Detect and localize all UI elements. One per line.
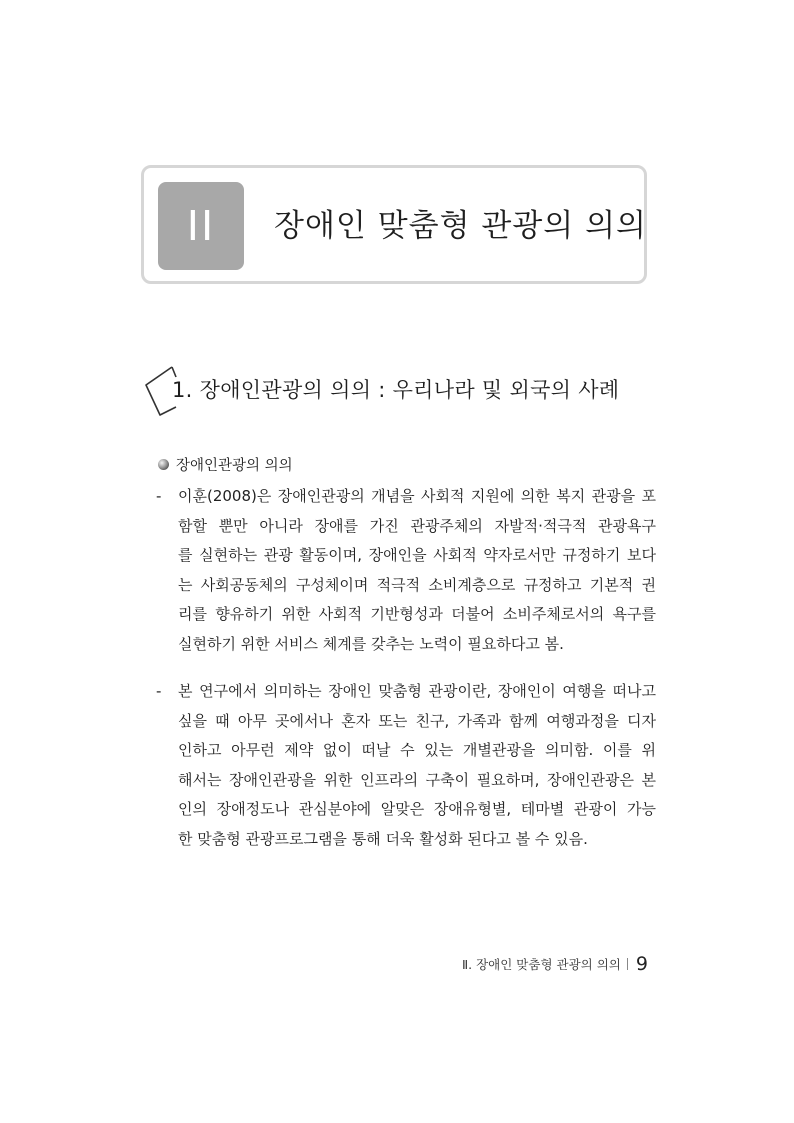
paragraph-line: 를 실현하는 관광 활동이며, 장애인을 사회적 약자로서만 규정하기 보다 bbox=[178, 546, 656, 565]
paragraph-line: 이훈(2008)은 장애인관광의 개념을 사회적 지원에 의한 복지 관광을 포 bbox=[178, 487, 656, 505]
paragraph-line: 는 사회공동체의 구성체이며 적극적 소비계층으로 규정하고 기본적 권 bbox=[178, 575, 656, 594]
paragraph-line: 싶을 때 아무 곳에서나 혼자 또는 친구, 가족과 함께 여행과정을 디자 bbox=[178, 711, 656, 730]
sphere-bullet-icon bbox=[157, 458, 170, 471]
paragraph-line: 함할 뿐만 아니라 장애를 가진 관광주체의 자발적·적극적 관광욕구 bbox=[178, 516, 656, 535]
section-title: 1. 장애인관광의 의의 : 우리나라 및 외국의 사례 bbox=[172, 378, 620, 402]
paragraph-2 bbox=[156, 677, 656, 855]
chapter-numeral: II bbox=[158, 182, 244, 270]
paragraph-line: 인의 장애정도나 관심분야에 알맞은 장애유형별, 테마별 관광이 가능 bbox=[178, 800, 656, 819]
dash-bullet: - bbox=[156, 487, 162, 505]
paragraph-1 bbox=[156, 482, 656, 660]
paragraph-line: 해서는 장애인관광을 위한 인프라의 구축이 필요하며, 장애인관광은 본 bbox=[178, 770, 656, 789]
chapter-title: 장애인 맞춤형 관광의 의의 bbox=[274, 208, 647, 244]
chapter-header-box bbox=[141, 165, 647, 284]
paragraph-line: 리를 향유하기 위한 사회적 기반형성과 더불어 소비주체로서의 욕구를 bbox=[178, 605, 656, 624]
page-number: 9 bbox=[635, 953, 648, 975]
paragraph-line: 인하고 아무런 제약 없이 떠날 수 있는 개별관광을 의미함. 이를 위 bbox=[178, 741, 656, 760]
footer-separator bbox=[627, 958, 628, 970]
page-footer bbox=[462, 951, 648, 977]
section-heading bbox=[142, 363, 662, 419]
paragraph-line: 한 맞춤형 관광프로그램을 통해 더욱 활성화 된다고 볼 수 있음. bbox=[178, 829, 588, 848]
paragraph-line: 본 연구에서 의미하는 장애인 맞춤형 관광이란, 장애인이 여행을 떠나고 bbox=[178, 682, 656, 700]
dash-bullet: - bbox=[156, 682, 162, 700]
footer-running-title: Ⅱ. 장애인 맞춤형 관광의 의의 bbox=[462, 957, 621, 972]
subheading-label: 장애인관광의 의의 bbox=[176, 457, 293, 474]
paragraph-line: 실현하기 위한 서비스 체계를 갖추는 노력이 필요하다고 봄. bbox=[178, 634, 564, 653]
subheading bbox=[157, 453, 293, 475]
